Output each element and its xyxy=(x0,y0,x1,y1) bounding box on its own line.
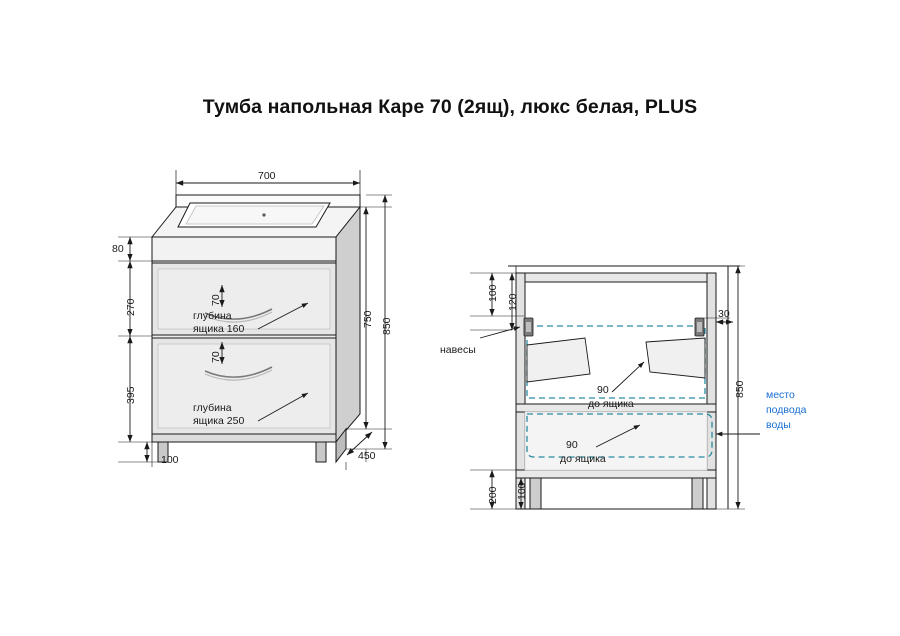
dim-drawer-bottom-70: 70 xyxy=(210,351,222,363)
dim-drawer-top-70: 70 xyxy=(210,294,222,306)
callout-depth-250-line1: глубина xyxy=(193,402,232,414)
callout-hangers: навесы xyxy=(440,344,476,356)
callout-water-supply-line2: подвода xyxy=(766,404,807,416)
dim-rear-100-top: 100 xyxy=(487,284,499,302)
dim-height-80: 80 xyxy=(112,243,124,255)
page-title: Тумба напольная Каре 70 (2ящ), люкс белая, PLUS xyxy=(202,96,698,118)
callout-water-supply-line3: воды xyxy=(766,419,791,431)
dim-depth-450: 450 xyxy=(358,450,376,462)
dim-width-700: 700 xyxy=(258,170,276,182)
callout-depth-160-line1: глубина xyxy=(193,310,232,322)
dim-hinge-30: 30 xyxy=(718,308,730,320)
callout-depth-250-line2: ящика 250 xyxy=(193,415,245,427)
dim-rear-850: 850 xyxy=(734,380,746,398)
front-view-group xyxy=(118,170,392,470)
dim-rear-100-bottom: 100 xyxy=(516,482,528,500)
dim-clearance-90-upper: 90 xyxy=(597,384,609,396)
callout-depth-160-line2: ящика 160 xyxy=(193,323,245,335)
dim-height-100: 100 xyxy=(161,454,179,466)
dim-height-750: 750 xyxy=(362,310,374,328)
dim-height-395: 395 xyxy=(125,386,137,404)
callout-to-drawer-lower: до ящика xyxy=(560,453,606,465)
dim-rear-200: 200 xyxy=(487,486,499,504)
dim-height-270: 270 xyxy=(125,298,137,316)
dim-height-850: 850 xyxy=(381,317,393,335)
dim-rear-120: 120 xyxy=(507,293,519,311)
callout-to-drawer-upper: до ящика xyxy=(588,398,634,410)
callout-water-supply-line1: место xyxy=(766,389,795,401)
dim-clearance-90-lower: 90 xyxy=(566,439,578,451)
